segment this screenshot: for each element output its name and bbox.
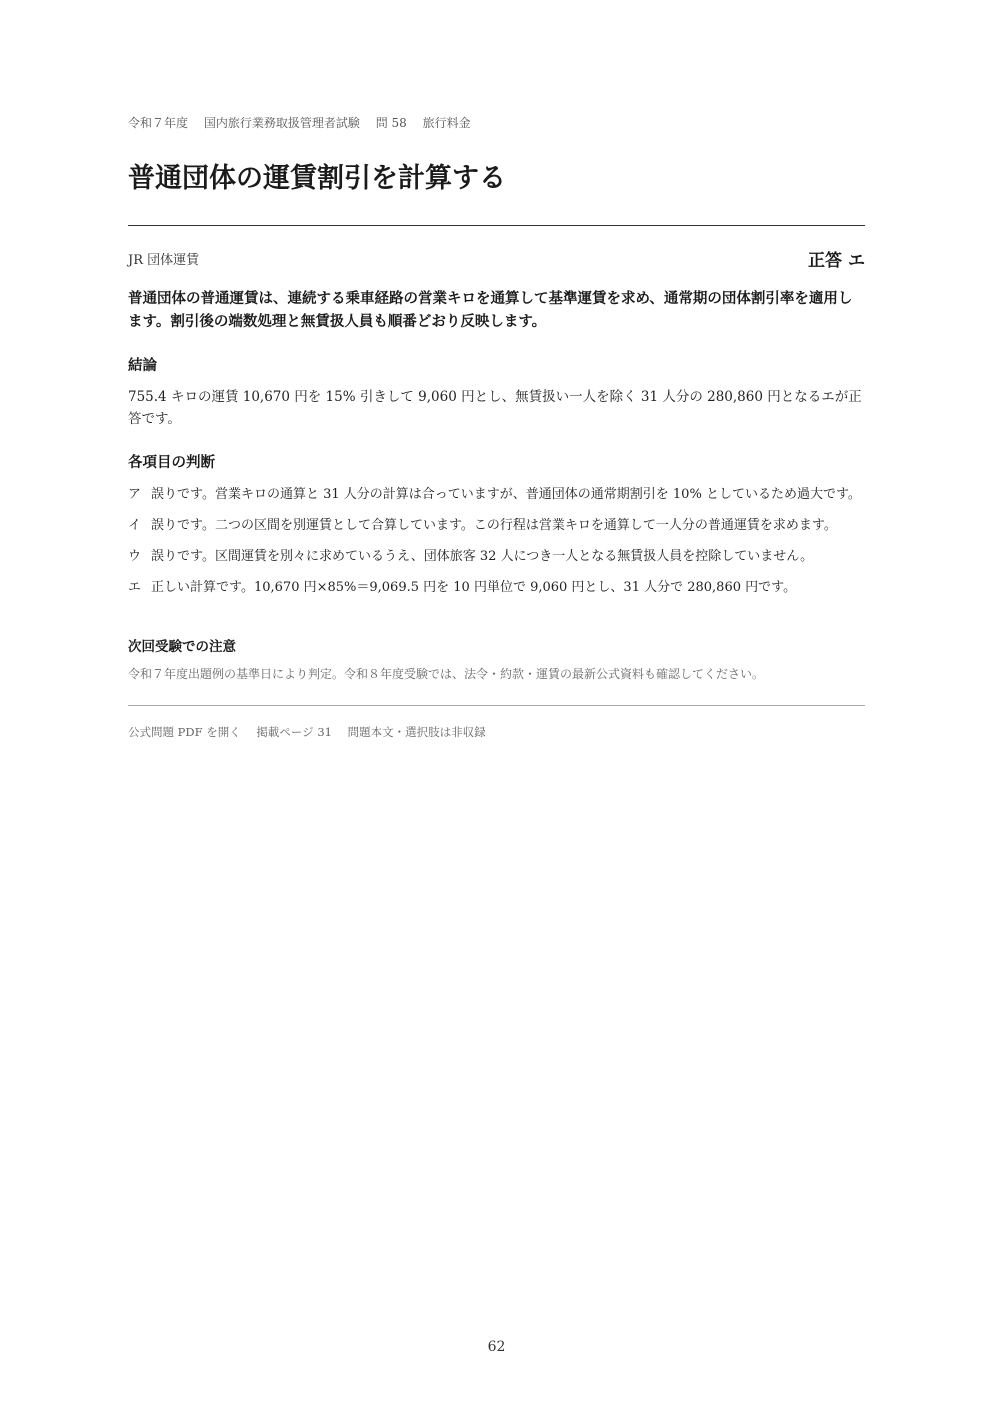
page-reference: 掲載ページ 31 [256, 725, 332, 739]
choice-mark: エ [128, 580, 142, 595]
title-divider [128, 225, 865, 226]
choice-explanation: 誤りです。二つの区間を別運賃として合算しています。この行程は営業キロを通算して一人分の普通運賃を求めます。 [151, 518, 837, 533]
category-label: JR 団体運賃 [128, 253, 200, 268]
choice-mark: イ [128, 518, 142, 533]
page-number: 62 [487, 1339, 506, 1355]
note-heading: 次回受験での注意 [128, 639, 236, 655]
conclusion-heading: 結論 [128, 357, 157, 374]
exam-name: 国内旅行業務取扱管理者試験 [203, 116, 360, 130]
omission-remark: 問題本文・選択肢は非収録 [347, 725, 486, 739]
choice-explanation: 誤りです。区間運賃を別々に求めているうえ、団体旅客 32 人につき一人となる無賃扱人員を控除していません。 [151, 549, 814, 564]
exam-subject: 旅行料金 [422, 116, 471, 130]
judgement-item-i [128, 515, 865, 536]
answer-value: エ [848, 251, 865, 271]
exam-year: 令和７年度 [128, 116, 189, 130]
footer-divider [128, 705, 865, 706]
page-title: 普通団体の運賃割引を計算する [128, 163, 506, 194]
judgement-item-a [128, 484, 865, 505]
judgement-list [128, 484, 865, 608]
choice-mark: ア [128, 487, 142, 502]
open-pdf-link[interactable]: 公式問題 PDF を開く [128, 725, 241, 739]
note-body: 令和７年度出題例の基準日により判定。令和８年度受験では、法令・約款・運賃の最新公式資料も確認してください。 [128, 667, 765, 681]
choice-mark: ウ [128, 549, 142, 564]
choice-explanation: 誤りです。営業キロの通算と 31 人分の計算は合っていますが、普通団体の通常期割引を 10% としているため過大です。 [151, 487, 861, 502]
question-number: 問 58 [375, 116, 407, 130]
judgement-item-e [128, 577, 865, 598]
answer-label: 正答 [808, 251, 842, 271]
lead-summary: 普通団体の普通運賃は、連続する乗車経路の営業キロを通算して基準運賃を求め、通常期の団体割引率を適用します。割引後の端数処理と無賃扱人員も順番どおり反映します。 [128, 290, 853, 330]
choice-explanation: 正しい計算です。10,670 円×85%＝9,069.5 円を 10 円単位で 9,060 円とし、31 人分で 280,860 円です。 [151, 580, 797, 595]
correct-answer [808, 246, 865, 271]
exam-header [128, 114, 483, 131]
judgement-item-u [128, 546, 865, 567]
footer-links [128, 724, 498, 740]
conclusion-body: 755.4 キロの運賃 10,670 円を 15% 引きして 9,060 円とし、無賃扱い一人を除く 31 人分の 280,860 円となるエが正答です。 [128, 389, 862, 427]
judgements-heading: 各項目の判断 [128, 454, 215, 471]
